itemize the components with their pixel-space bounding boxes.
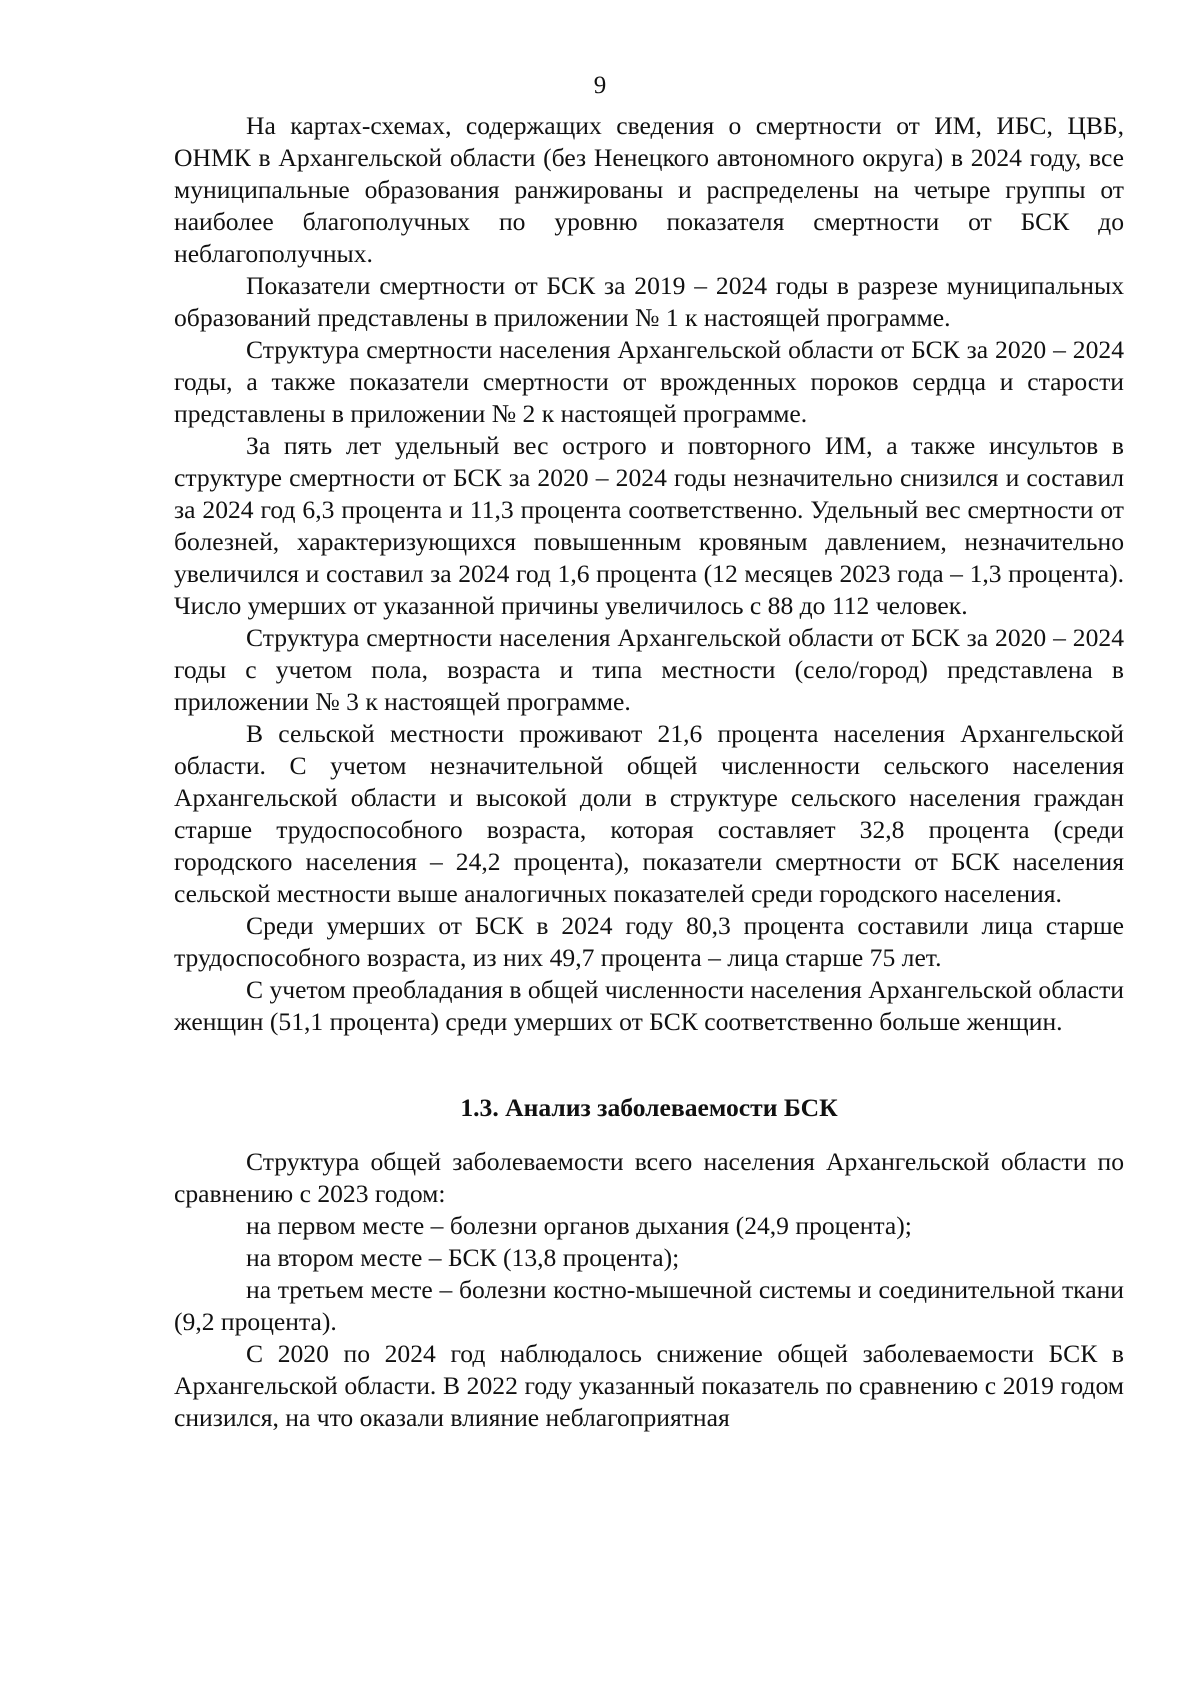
page-number: 9 bbox=[593, 72, 607, 99]
paragraph: Показатели смертности от БСК за 2019 – 2024 годы в разрезе муниципальных образований представлены в приложении № 1 к настоящей программе. bbox=[174, 271, 1124, 332]
paragraph: Структура смертности населения Архангельской области от БСК за 2020 – 2024 годы с учетом пола, возраста и типа местности (село/город) представлена в приложении № 3 к настоящей программе. bbox=[174, 623, 1124, 716]
paragraph: На картах-схемах, содержащих сведения о смертности от ИМ, ИБС, ЦВБ, ОНМК в Архангельской области (без Ненецкого автономного округа) в 2024 году, все муниципальные образования ранжированы и распределены на четыре группы от наиболее благополучных по уровню показателя смертности от БСК до неблагополучных. bbox=[174, 111, 1124, 268]
paragraph: Среди умерших от БСК в 2024 году 80,3 процента составили лица старше трудоспособного возраста, из них 49,7 процента – лица старше 75 лет. bbox=[174, 911, 1124, 972]
paragraph: В сельской местности проживают 21,6 процента населения Архангельской области. С учетом незначительной общей численности сельского населения Архангельской области и высокой доли в структуре сельского населения граждан старше трудоспособного возраста, которая составляет 32,8 процента (среди городского населения – 24,2 процента), показатели смертности от БСК населения сельской местности выше аналогичных показателей среди городского населения. bbox=[174, 719, 1124, 908]
section-heading: 1.3. Анализ заболеваемости БСК bbox=[460, 1093, 838, 1122]
document-body bbox=[174, 110, 1124, 1434]
list-item: на втором месте – БСК (13,8 процента); bbox=[246, 1243, 680, 1272]
paragraph: За пять лет удельный вес острого и повторного ИМ, а также инсультов в структуре смертности от БСК за 2020 – 2024 годы незначительно снизился и составил за 2024 год 6,3 процента и 11,3 процента соответственно. Удельный вес смертности от болезней, характеризующихся повышенным кровяным давлением, незначительно увеличился и составил за 2024 год 1,6 процента (12 месяцев 2023 года – 1,3 процента). Число умерших от указанной причины увеличилось с 88 до 112 человек. bbox=[174, 431, 1124, 620]
paragraph: С 2020 по 2024 год наблюдалось снижение общей заболеваемости БСК в Архангельской области. В 2022 году указанный показатель по сравнению с 2019 годом снизился, на что оказали влияние неблагоприятная bbox=[174, 1339, 1124, 1432]
paragraph: Структура смертности населения Архангельской области от БСК за 2020 – 2024 годы, а также показатели смертности от врожденных пороков сердца и старости представлены в приложении № 2 к настоящей программе. bbox=[174, 335, 1124, 428]
list-item: на первом месте – болезни органов дыхания (24,9 процента); bbox=[246, 1211, 912, 1240]
list-item: на третьем месте – болезни костно-мышечной системы и соединительной ткани (9,2 процента). bbox=[174, 1275, 1124, 1336]
paragraph: С учетом преобладания в общей численности населения Архангельской области женщин (51,1 процента) среди умерших от БСК соответственно больше женщин. bbox=[174, 975, 1124, 1036]
paragraph: Структура общей заболеваемости всего населения Архангельской области по сравнению с 2023 годом: bbox=[174, 1147, 1124, 1208]
